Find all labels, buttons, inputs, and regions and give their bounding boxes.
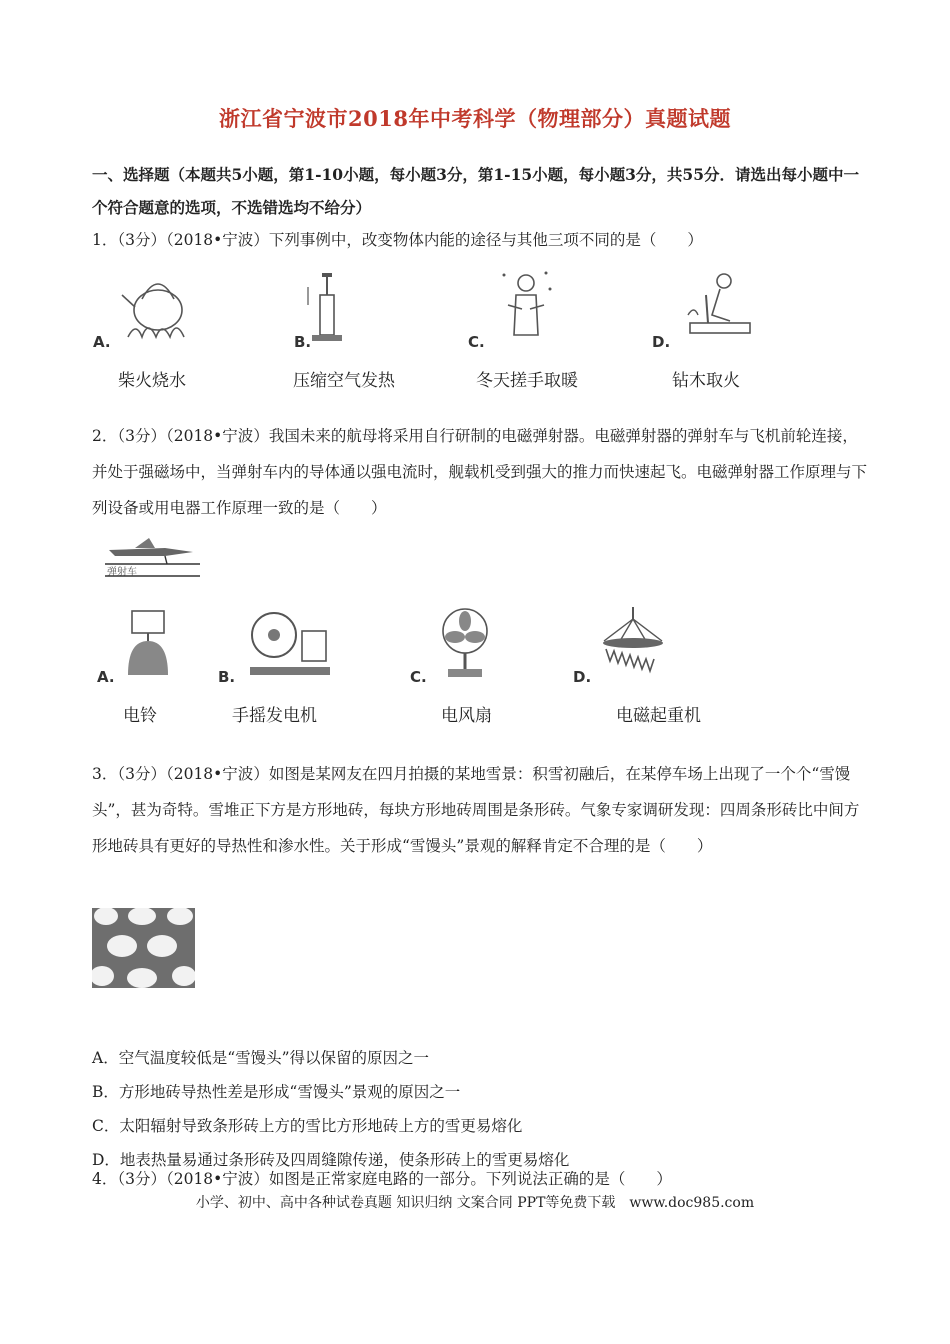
question-4-stem: 4．（3分）（2018•宁波）如图是正常家庭电路的一部分。下列说法正确的是（ ） bbox=[92, 1170, 672, 1188]
q1-option-c-caption: 冬天搓手取暖 bbox=[476, 371, 578, 391]
catapult-label: 弹射车 bbox=[107, 567, 137, 578]
page-footer: 小学、初中、高中各种试卷真题 知识归纳 文案合同 PPT等免费下载 www.doc985.com bbox=[195, 1195, 755, 1211]
q2-option-b-caption: 手摇发电机 bbox=[232, 706, 317, 726]
q1-option-a-caption: 柴火烧水 bbox=[118, 371, 186, 391]
q3-option-c: C．太阳辐射导致条形砖上方的雪比方形地砖上方的雪更易熔化 bbox=[92, 1117, 523, 1135]
catapult-figure bbox=[105, 532, 200, 580]
q1-option-d-caption: 钻木取火 bbox=[672, 371, 740, 391]
q1-option-c-letter: C. bbox=[468, 333, 485, 351]
electric-bell-icon bbox=[118, 605, 178, 680]
electric-fan-icon bbox=[430, 605, 500, 680]
snow-bun-photo bbox=[92, 908, 195, 988]
q2-option-d-caption: 电磁起重机 bbox=[616, 706, 701, 726]
electromagnetic-crane-icon bbox=[598, 605, 668, 680]
question-3-stem: 3．（3分）（2018•宁波）如图是某网友在四月拍摄的某地雪景：积雪初融后，在某停车场上出现了一个个“雪馒头”，甚为奇特。雪堆正下方是方形地砖，每块方形地砖周围是条形砖。气象专家调研发现：四周条形砖比中间方形地砖具有更好的导热性和渗水性。关于形成“雪馒头”景观的解释肯定不合理的是（ ） bbox=[92, 765, 860, 855]
q3-option-b: B．方形地砖导热性差是形成“雪馒头”景观的原因之一 bbox=[92, 1083, 461, 1101]
q3-option-a: A．空气温度较低是“雪馒头”得以保留的原因之一 bbox=[92, 1049, 430, 1067]
kettle-on-fire-icon bbox=[118, 265, 198, 347]
q1-option-a-letter: A. bbox=[93, 333, 111, 351]
q2-option-c-caption: 电风扇 bbox=[441, 706, 492, 726]
question-2-stem: 2．（3分）（2018•宁波）我国未来的航母将采用自行研制的电磁弹射器。电磁弹射器的弹射车与飞机前轮连接，并处于强磁场中，当弹射车内的导体通以强电流时，舰载机受到强大的推力而快速起飞。电磁弹射器工作原理与下列设备或用电器工作原理一致的是（ ） bbox=[92, 427, 868, 517]
q1-option-d-letter: D. bbox=[652, 333, 671, 351]
page-title: 浙江省宁波市2018年中考科学（物理部分）真题试题 bbox=[219, 106, 731, 131]
q1-option-b-letter: B. bbox=[294, 333, 312, 351]
q2-option-d-letter: D. bbox=[573, 668, 592, 686]
q3-option-d: D．地表热量易通过条形砖及四周缝隙传递，使条形砖上的雪更易熔化 bbox=[92, 1151, 570, 1169]
q2-option-b-letter: B. bbox=[218, 668, 236, 686]
q1-option-b-caption: 压缩空气发热 bbox=[293, 371, 395, 391]
hand-generator-icon bbox=[244, 605, 334, 680]
q2-option-a-caption: 电铃 bbox=[123, 706, 157, 726]
section-header: 一、选择题（本题共5小题，第1-10小题，每小题3分，第1-15小题，每小题3分，共55分．请选出每小题中一个符合题意的选项，不选错选均不给分） bbox=[92, 165, 860, 217]
q2-option-a-letter: A. bbox=[97, 668, 115, 686]
rubbing-hands-person-icon bbox=[496, 265, 556, 347]
q2-option-c-letter: C. bbox=[410, 668, 427, 686]
question-1-stem: 1．（3分）（2018•宁波）下列事例中，改变物体内能的途径与其他三项不同的是（ ） bbox=[92, 231, 703, 249]
drilling-wood-fire-icon bbox=[680, 265, 760, 347]
